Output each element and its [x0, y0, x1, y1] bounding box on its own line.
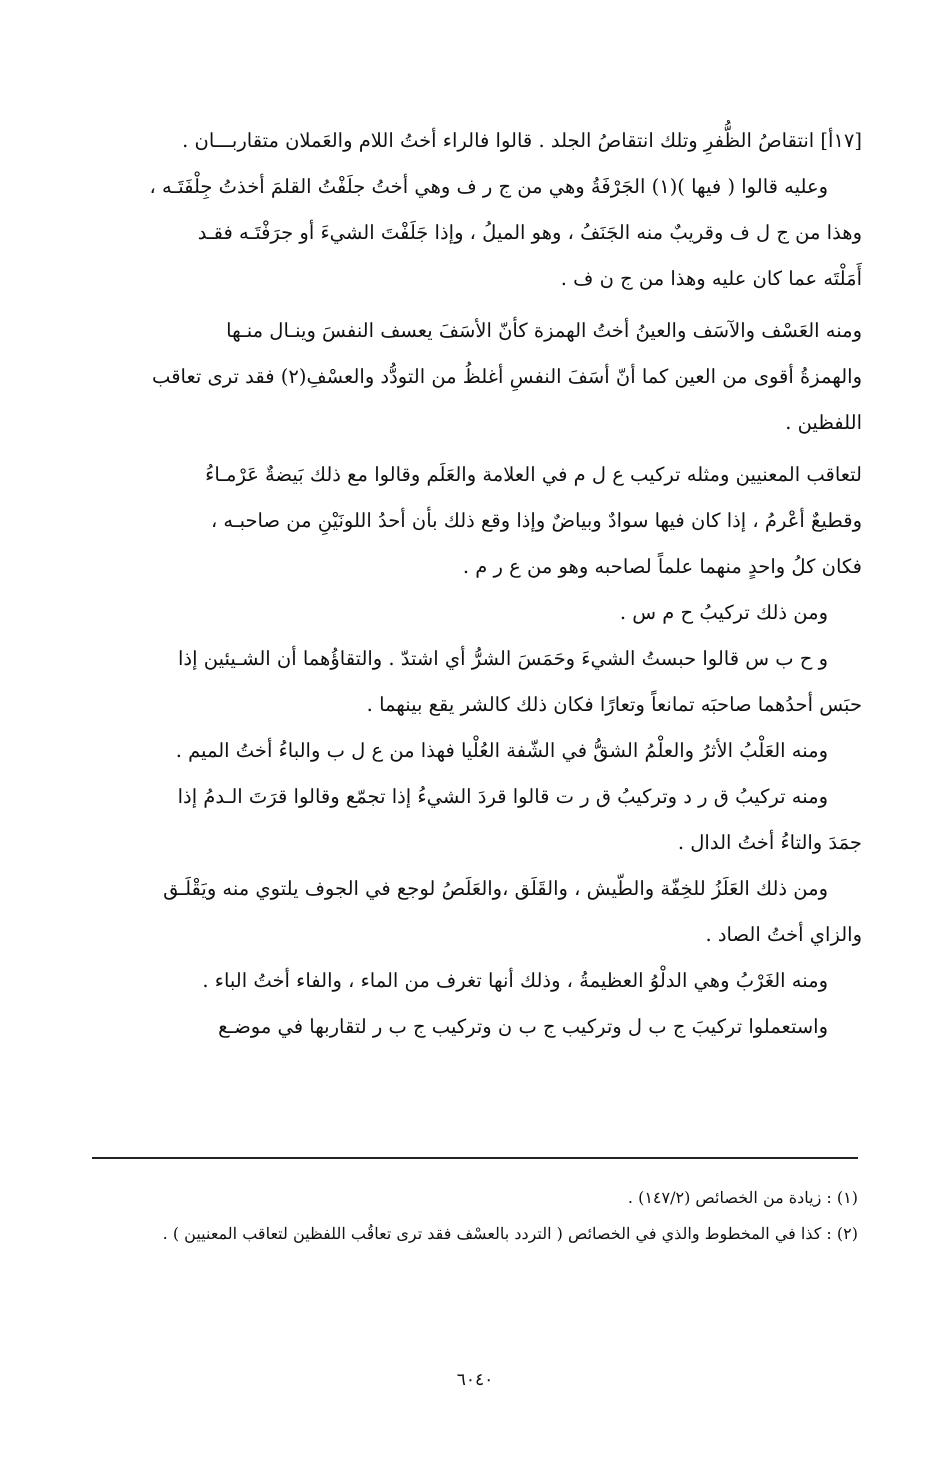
footnotes — [92, 1180, 858, 1252]
text-line: ومن ذلك تركيبُ ح م س . — [619, 601, 828, 624]
text-line: ومن ذلك العَلَزُ للخِفّة والطّيش ، والقَلَق ،والعَلَصُ لوجع في الجوف يلتوي منه ويَقْلَـق — [163, 877, 828, 900]
text-line: حبَس أحدُهما صاحبَه تمانعاً وتعارًا فكان ذلك كالشر يقع بينهما . — [366, 693, 862, 716]
text-line: ومنه الغَرْبُ وهي الدلْوُ العظيمةُ ، وذلك أنها تغرف من الماء ، والفاء أختُ الباء . — [202, 969, 828, 992]
footnote-separator — [92, 1157, 858, 1159]
text-line: لتعاقب المعنيين ومثله تركيب ع ل م في العلامة والعَلَم وقالوا مع ذلك بَيضةٌ عَرْمـاءُ — [205, 463, 862, 486]
text-line: جمَدَ والتاءُ أختُ الدال . — [677, 831, 862, 854]
text-line: ومنه العَلْبُ الأثرُ والعلْمُ الشقُّ في الشّفة العُلْيا فهذا من ع ل ب والباءُ أختُ الميم . — [175, 739, 828, 762]
text-line: فكان كلُ واحدٍ منهما علماً لصاحبه وهو من ع ر م . — [462, 555, 862, 578]
text-line: والزاي أختُ الصاد . — [705, 923, 862, 946]
text-line: اللفظين . — [785, 411, 862, 434]
text-line: ومنه العَسْف والآسَف والعينُ أختُ الهمزة كأنّ الأسَفَ يعسف النفسَ وينـال منـها — [226, 319, 862, 342]
text-line: وعليه قالوا ( فيها )(١) الجَرْفَةُ وهي من ج ر ف وهي أختُ جلَفْتُ القلمَ أخذتُ جِلْفَتَـه ، — [149, 175, 828, 198]
text-line: ومنه تركيبُ ق ر د وتركيبُ ق ر ت قالوا قردَ الشيءُ إذا تجمّع وقالوا قرَتَ الـدمُ إذا — [177, 785, 828, 808]
text-line: والهمزةُ أقوى من العين كما أنّ أسَفَ النفسِ أغلظُ من التودُّد والعسْفِ(٢) فقد ترى تعاقب — [152, 365, 862, 388]
text-line: واستعملوا تركيبَ ج ب ل وتركيب ج ب ن وتركيب ج ب ر لتقاربها في موضـع — [218, 1015, 828, 1038]
page-number: ٦٠٤٠ — [456, 1370, 494, 1390]
text-line: أَمَلْتَه عما كان عليه وهذا من ج ن ف . — [560, 267, 862, 290]
footnote: (١) : زيادة من الخصائص (١٤٧/٢) . — [627, 1188, 858, 1207]
text-line: و ح ب س قالوا حبستُ الشيءَ وحَمَسَ الشرُّ أي اشتدّ . والتقاؤُهما أن الشـيئين إذا — [178, 647, 828, 670]
body-text — [82, 118, 862, 1050]
text-line: وهذا من ج ل ف وقريبٌ منه الجَنَفُ ، وهو الميلُ ، وإذا جَلَفْتَ الشيءَ أو جرَفْتَـه فقـد — [197, 221, 862, 244]
text-line: وقطيعٌ أعْرمُ ، إذا كان فيها سوادٌ وبياضٌ وإذا وقع ذلك بأن أحدُ اللونَيْنِ من صاحبـه ، — [210, 509, 862, 532]
text-line: [١٧أ] انتقاصُ الظُّفرِ وتلك انتقاصُ الجلد . قالوا فالراء أختُ اللام والعَملان متقاربـــان . — [182, 129, 862, 152]
footnote: (٢) : كذا في المخطوط والذي في الخصائص ( التردد بالعسْف فقد ترى تعاقُب اللفظين لتعاقب المعنيين ) . — [162, 1224, 858, 1243]
